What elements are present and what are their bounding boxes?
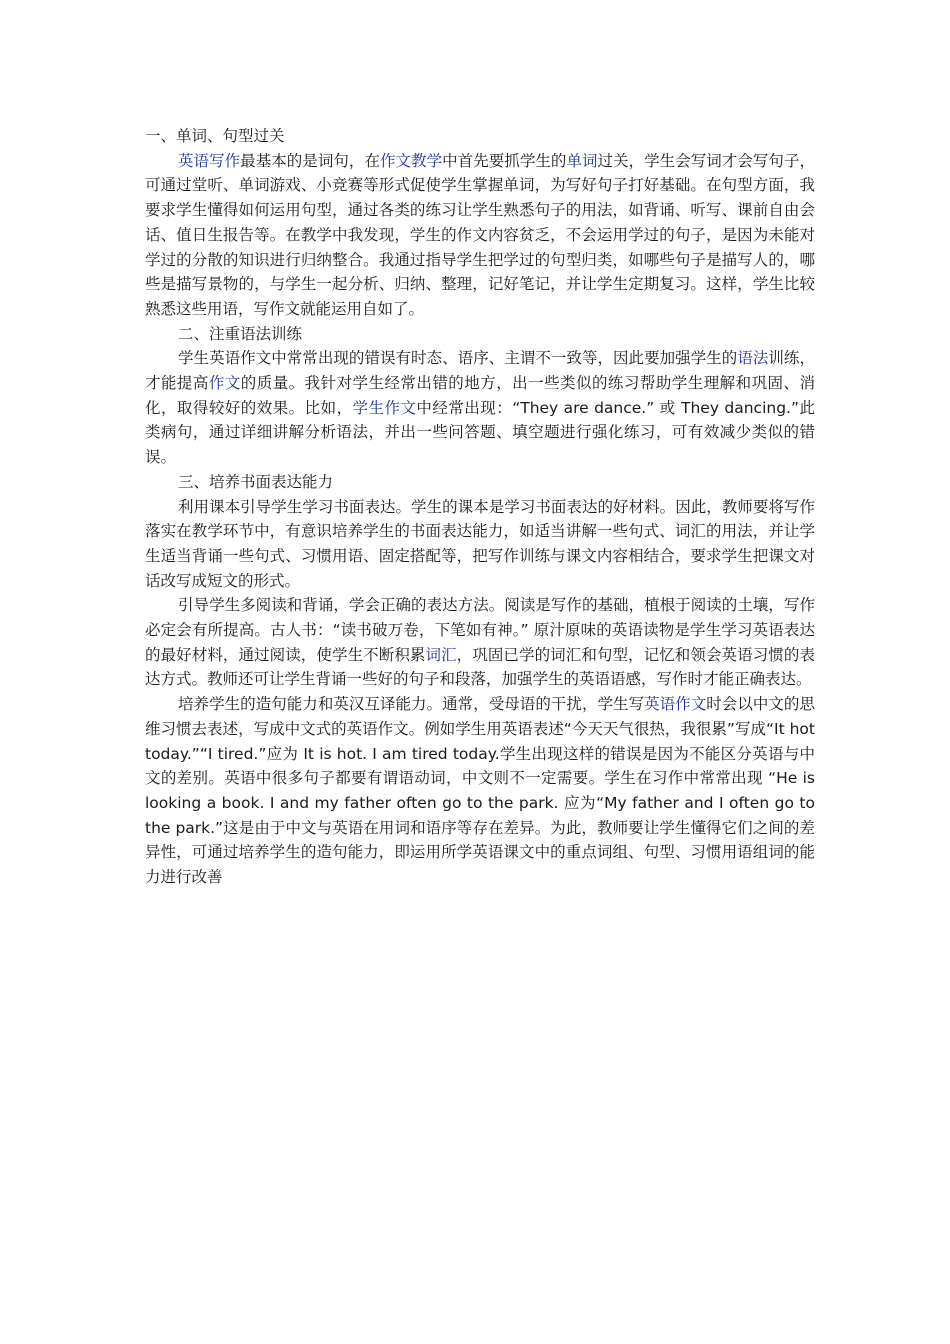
paragraph-text: 利用课本引导学生学习书面表达。学生的课本是学习书面表达的好材料。因此，教师要将写作落实在教学环节中，有意识培养学生的书面表达能力，如适当讲解一些句式、词汇的用法，并让学生适当背诵一些句式、习惯用语、固定搭配等，把写作训练与课文内容相结合，要求学生把课文对话改写成短文的形式。 (145, 497, 815, 590)
section-heading: 一、单词、句型过关 (145, 127, 285, 145)
paragraph (145, 149, 815, 322)
keyword-link[interactable]: 作文 (208, 374, 241, 393)
keyword-link[interactable]: 单词 (566, 151, 598, 170)
keyword-link[interactable]: 英语作文 (644, 695, 707, 714)
keyword-link[interactable]: 作文教学 (379, 151, 443, 170)
paragraph (145, 346, 815, 470)
paragraph (145, 593, 815, 692)
paragraph-text: 时会以中文的思维习惯去表述，写成中文式的英语作文。例如学生用英语表述“今天天气很热，我很累”写成“It hot today.”“I tired.”应为 It is hot. I am tired today.学生出现这样的错误是因为不能区分英语与中文的差别。英语中很多句子都要有谓语动词，中文则不一定需要。学生在习作中常常出现 “He is looking a book. I and my father often go to the park. 应为“My father and I often go to the park.”这是由于中文与英语在用词和语序等存在差异。为此，教师要让学生懂得它们之间的差异性，可通过培养学生的造句能力，即运用所学英语课文中的重点词组、句型、习惯用语组词的能力进行改善 (145, 695, 815, 887)
paragraph-text: 中首先要抓学生的 (442, 151, 567, 170)
paragraph-text: ，巩固已学的词汇和句型，记忆和领会英语习惯的表达方式。教师还可让学生背诵一些好的句子和段落，加强学生的英语语感，写作时才能正确表达。 (145, 645, 815, 689)
keyword-link[interactable]: 词汇 (425, 645, 457, 664)
paragraph-text: 的质量。我针对学生经常出错的地方，出一些类似的练习帮助学生理解和巩固、消化，取得较好的效果。比如， (145, 374, 815, 417)
keyword-link[interactable]: 语法 (737, 349, 769, 368)
paragraph (145, 692, 815, 890)
keyword-link[interactable]: 学生作文 (352, 398, 417, 417)
paragraph-text: 训练，才能提高 (145, 349, 815, 393)
paragraph-text: 引导学生多阅读和背诵，学会正确的表达方法。阅读是写作的基础，植根于阅读的土壤，写作必定会有所提高。古人书：“读书破万卷，下笔如有神。” 原汁原味的英语读物是学生学习英语表达的最好材料，通过阅读，使学生不断积累 (145, 596, 815, 664)
paragraph-text: 学生英语作文中常常出现的错误有时态、语序、主谓不一致等，因此要加强学生的 (178, 349, 738, 368)
paragraph-text: 最基本的是词句，在 (240, 151, 380, 170)
section-heading: 二、注重语法训练 (178, 324, 303, 343)
paragraph-text: 培养学生的造句能力和英汉互译能力。通常，受母语的干扰，学生写 (178, 695, 645, 714)
paragraph (145, 495, 815, 594)
paragraph-text: 中经常出现：“They are dance.” 或 They dancing.”此类病句，通过详细讲解分析语法，并出一些问答题、填空题进行强化练习，可有效减少类似的错误。 (145, 398, 815, 467)
paragraph-text: 过关，学生会写词才会写句子，可通过堂听、单词游戏、小竞赛等形式促使学生掌握单词，为写好句子打好基础。在句型方面，我要求学生懂得如何运用句型，通过各类的练习让学生熟悉句子的用法，如背诵、听写、课前自由会话、值日生报告等。在教学中我发现，学生的作文内容贫乏，不会运用学过的句子，是因为未能对学过的分散的知识进行归纳整合。我通过指导学生把学过的句型归类，如哪些句子是描写人的，哪些是描写景物的，与学生一起分析、归纳、整理，记好笔记，并让学生定期复习。这样，学生比较熟悉这些用语，写作文就能运用自如了。 (145, 151, 815, 318)
keyword-link[interactable]: 英语写作 (178, 151, 241, 170)
section-heading: 三、培养书面表达能力 (178, 472, 334, 491)
document-body (145, 124, 815, 890)
